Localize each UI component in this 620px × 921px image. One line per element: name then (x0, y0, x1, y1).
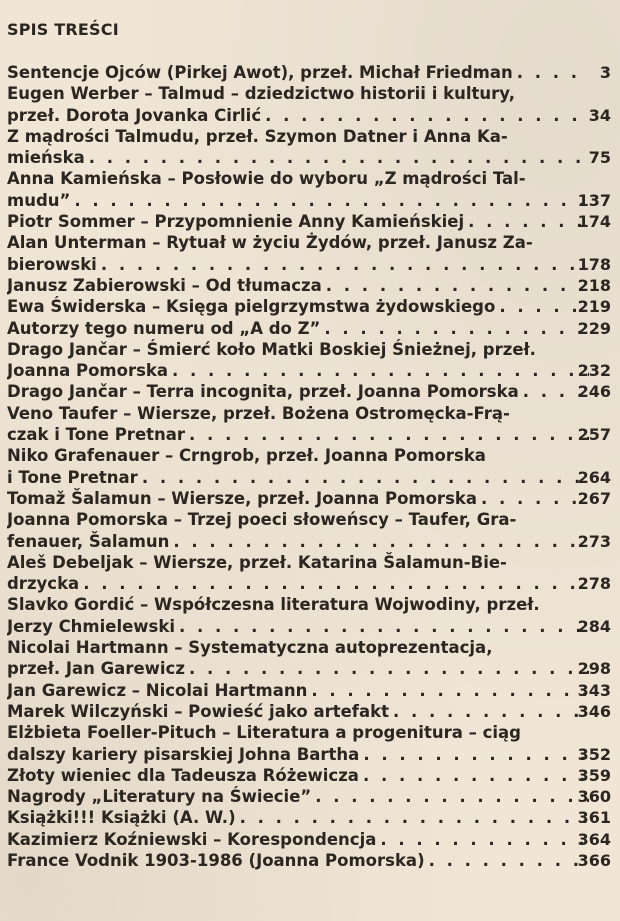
toc-entry (7, 850, 611, 871)
toc-entry (7, 552, 611, 595)
toc-entry-text: Ewa Świderska – Księga pielgrzymstwa żydowskiego (7, 297, 496, 317)
toc-entry-line (7, 360, 589, 381)
dot-leader (363, 744, 589, 765)
toc-entry-text: Drago Jančar – Śmierć koło Matki Boskiej Śnieżnej, przeł. (7, 339, 536, 359)
toc-entry-line (7, 531, 589, 552)
toc-entry-line (7, 83, 589, 104)
toc-entry-text: Piotr Sommer – Przypomnienie Anny Kamieńskiej (7, 212, 465, 232)
toc-entry (7, 339, 611, 382)
toc-heading: SPIS TREŚCI (7, 20, 119, 39)
toc-entry-line (7, 211, 589, 232)
toc-entry (7, 786, 611, 807)
toc-entry-text: Nagrody „Literatury na Świecie” (7, 787, 312, 807)
toc-entry-line (7, 403, 589, 424)
dot-leader (74, 190, 589, 211)
toc-entry-line (7, 786, 589, 807)
toc-page-number: 343 (577, 680, 611, 700)
toc-entry-line (7, 254, 589, 275)
toc-entry (7, 232, 611, 275)
toc-entry-text: fenauer, Šalamun (7, 531, 170, 551)
toc-entry (7, 701, 611, 722)
toc-entry-text: Elżbieta Foeller-Pituch – Literatura a progenitura – ciąg (7, 723, 521, 743)
toc-page-number: 34 (588, 105, 611, 125)
toc-entry-line (7, 445, 589, 466)
dot-leader (189, 658, 589, 679)
toc-entry (7, 807, 611, 828)
toc-entry (7, 126, 611, 169)
toc-entry-text: mudu” (7, 190, 71, 210)
toc-page-number: 346 (577, 701, 611, 721)
toc-entry-line (7, 339, 589, 360)
toc-entry (7, 829, 611, 850)
toc-entry (7, 62, 611, 83)
toc-entry (7, 509, 611, 552)
toc-page-number: 3 (599, 63, 611, 82)
toc-entry-text: czak i Tone Pretnar (7, 425, 186, 445)
toc-page-number: 232 (577, 361, 611, 381)
toc-entry-text: Anna Kamieńska – Posłowie do wyboru „Z mądrości Tal- (7, 169, 526, 189)
toc-page-number: 366 (577, 850, 611, 870)
dot-leader (311, 680, 589, 701)
dot-leader (83, 573, 589, 594)
dot-leader (172, 360, 589, 381)
toc-entry-line (7, 318, 589, 339)
toc-page-number: 178 (577, 254, 611, 274)
toc-entry (7, 318, 611, 339)
toc-page-number: 267 (577, 488, 611, 508)
toc-entry-text: bierowski (7, 254, 97, 274)
toc-page-number: 352 (577, 744, 611, 764)
toc-entry-text: mieńska (7, 148, 85, 168)
toc-entry-line (7, 424, 589, 445)
toc-entry-line (7, 701, 589, 722)
toc-entry-line (7, 616, 589, 637)
toc-page-number: 298 (577, 659, 611, 679)
toc-entry-line (7, 594, 589, 615)
dot-leader (326, 275, 589, 296)
dot-leader (240, 807, 589, 828)
toc-entry-line (7, 744, 589, 765)
dot-leader (265, 105, 589, 126)
toc-entry (7, 680, 611, 701)
toc-page-number: 137 (577, 190, 611, 210)
toc-page-number: 359 (577, 765, 611, 785)
toc-entry (7, 211, 611, 232)
toc-entry-text: Autorzy tego numeru od „A do Z” (7, 318, 321, 338)
toc-entry (7, 403, 611, 446)
toc-entry-line (7, 232, 589, 253)
toc-entry-line (7, 807, 589, 828)
dot-leader (429, 850, 589, 871)
toc-entry-text: drzycka (7, 574, 80, 594)
toc-entry-line (7, 765, 589, 786)
toc-entry-text: Marek Wilczyński – Powieść jako artefakt (7, 701, 389, 721)
toc-entry-line (7, 296, 589, 317)
toc-entry-line (7, 488, 589, 509)
toc-entry-text: Janusz Zabierowski – Od tłumacza (7, 275, 322, 295)
toc-entry-line (7, 381, 589, 402)
toc-page-number: 284 (577, 616, 611, 636)
dot-leader (363, 765, 589, 786)
toc-entry-text: dalszy kariery pisarskiej Johna Bartha (7, 744, 360, 764)
toc-entry-text: France Vodnik 1903-1986 (Joanna Pomorska) (7, 850, 425, 870)
dot-leader (179, 616, 589, 637)
toc-entry-text: Joanna Pomorska – Trzej poeci słoweńscy – Taufer, Gra- (7, 510, 517, 530)
toc-entry-text: Eugen Werber – Talmud – dziedzictwo historii i kultury, (7, 84, 515, 104)
toc-entry-line (7, 147, 589, 168)
toc-entry-line (7, 637, 589, 658)
toc-entry-text: Nicolai Hartmann – Systematyczna autoprezentacja, (7, 638, 493, 658)
toc-entry-text: i Tone Pretnar (7, 467, 138, 487)
toc-entry-line (7, 722, 589, 743)
toc-entry-text: Kazimierz Koźniewski – Korespondencja (7, 829, 377, 849)
toc-entry-text: Sentencje Ojców (Pirkej Awot), przeł. Michał Friedman (7, 63, 513, 82)
toc-page-number: 257 (577, 425, 611, 445)
toc-entry (7, 722, 611, 765)
toc-entry-text: Książki!!! Książki (A. W.) (7, 808, 236, 828)
dot-leader (101, 254, 589, 275)
toc-page-number: 75 (588, 148, 611, 168)
toc-entry-line (7, 62, 589, 83)
toc-page-number: 273 (577, 531, 611, 551)
toc-entry-text: Aleš Debeljak – Wiersze, przeł. Katarina Šalamun-Bie- (7, 552, 507, 572)
toc-entry-line (7, 168, 589, 189)
toc-entry-text: Veno Taufer – Wiersze, przeł. Bożena Ostromęcka-Frą- (7, 403, 510, 423)
toc-entry (7, 296, 611, 317)
dot-leader (315, 786, 589, 807)
toc-entry-line (7, 275, 589, 296)
toc-entry-text: Alan Unterman – Rytuał w życiu Żydów, przeł. Janusz Za- (7, 233, 533, 253)
toc-page-number: 364 (577, 829, 611, 849)
toc-page-number: 360 (577, 787, 611, 807)
toc-entry (7, 381, 611, 402)
toc-entry-line (7, 658, 589, 679)
toc-entry-line (7, 552, 589, 573)
toc-entry-line (7, 105, 589, 126)
toc-entry (7, 83, 611, 126)
toc-entry-line (7, 573, 589, 594)
toc-entry-line (7, 509, 589, 530)
toc-entry-text: przeł. Jan Garewicz (7, 659, 185, 679)
toc-entry-text: Złoty wieniec dla Tadeusza Różewicza (7, 765, 359, 785)
toc-entry-line (7, 680, 589, 701)
toc-entry-text: Slavko Gordić – Współczesna literatura Wojwodiny, przeł. (7, 595, 540, 615)
toc-entry-text: Jerzy Chmielewski (7, 616, 176, 636)
toc-entry (7, 637, 611, 680)
dot-leader (393, 701, 589, 722)
toc-page-number: 219 (577, 297, 611, 317)
dot-leader (189, 424, 589, 445)
toc-entry-text: Tomaž Šalamun – Wiersze, przeł. Joanna Pomorska (7, 488, 478, 508)
dot-leader (173, 531, 589, 552)
toc-page-number: 264 (577, 467, 611, 487)
toc-entry (7, 488, 611, 509)
toc-entry (7, 765, 611, 786)
toc-entry-line (7, 467, 589, 488)
toc-page-number: 218 (577, 275, 611, 295)
toc-entry (7, 445, 611, 488)
toc-entry-text: Joanna Pomorska (7, 361, 169, 381)
dot-leader (324, 318, 589, 339)
dot-leader (142, 467, 589, 488)
toc-entry-text: Niko Grafenauer – Crngrob, przeł. Joanna Pomorska (7, 446, 486, 466)
toc-list (7, 62, 611, 871)
toc-page-number: 278 (577, 574, 611, 594)
toc-entry-line (7, 829, 589, 850)
toc-entry (7, 594, 611, 637)
dot-leader (89, 147, 589, 168)
toc-entry-line (7, 190, 589, 211)
toc-page-number: 361 (577, 808, 611, 828)
toc-entry-text: przeł. Dorota Jovanka Cirlić (7, 105, 262, 125)
toc-entry-text: Drago Jančar – Terra incognita, przeł. Joanna Pomorska (7, 382, 519, 402)
toc-entry-line (7, 850, 589, 871)
toc-entry-text: Jan Garewicz – Nicolai Hartmann (7, 680, 308, 700)
toc-page-number: 229 (577, 318, 611, 338)
toc-page-number: 246 (577, 382, 611, 402)
toc-entry-line (7, 126, 589, 147)
dot-leader (380, 829, 589, 850)
toc-entry-text: Z mądrości Talmudu, przeł. Szymon Datner i Anna Ka- (7, 126, 508, 146)
toc-page-number: 174 (577, 212, 611, 232)
toc-entry (7, 168, 611, 211)
toc-entry (7, 275, 611, 296)
